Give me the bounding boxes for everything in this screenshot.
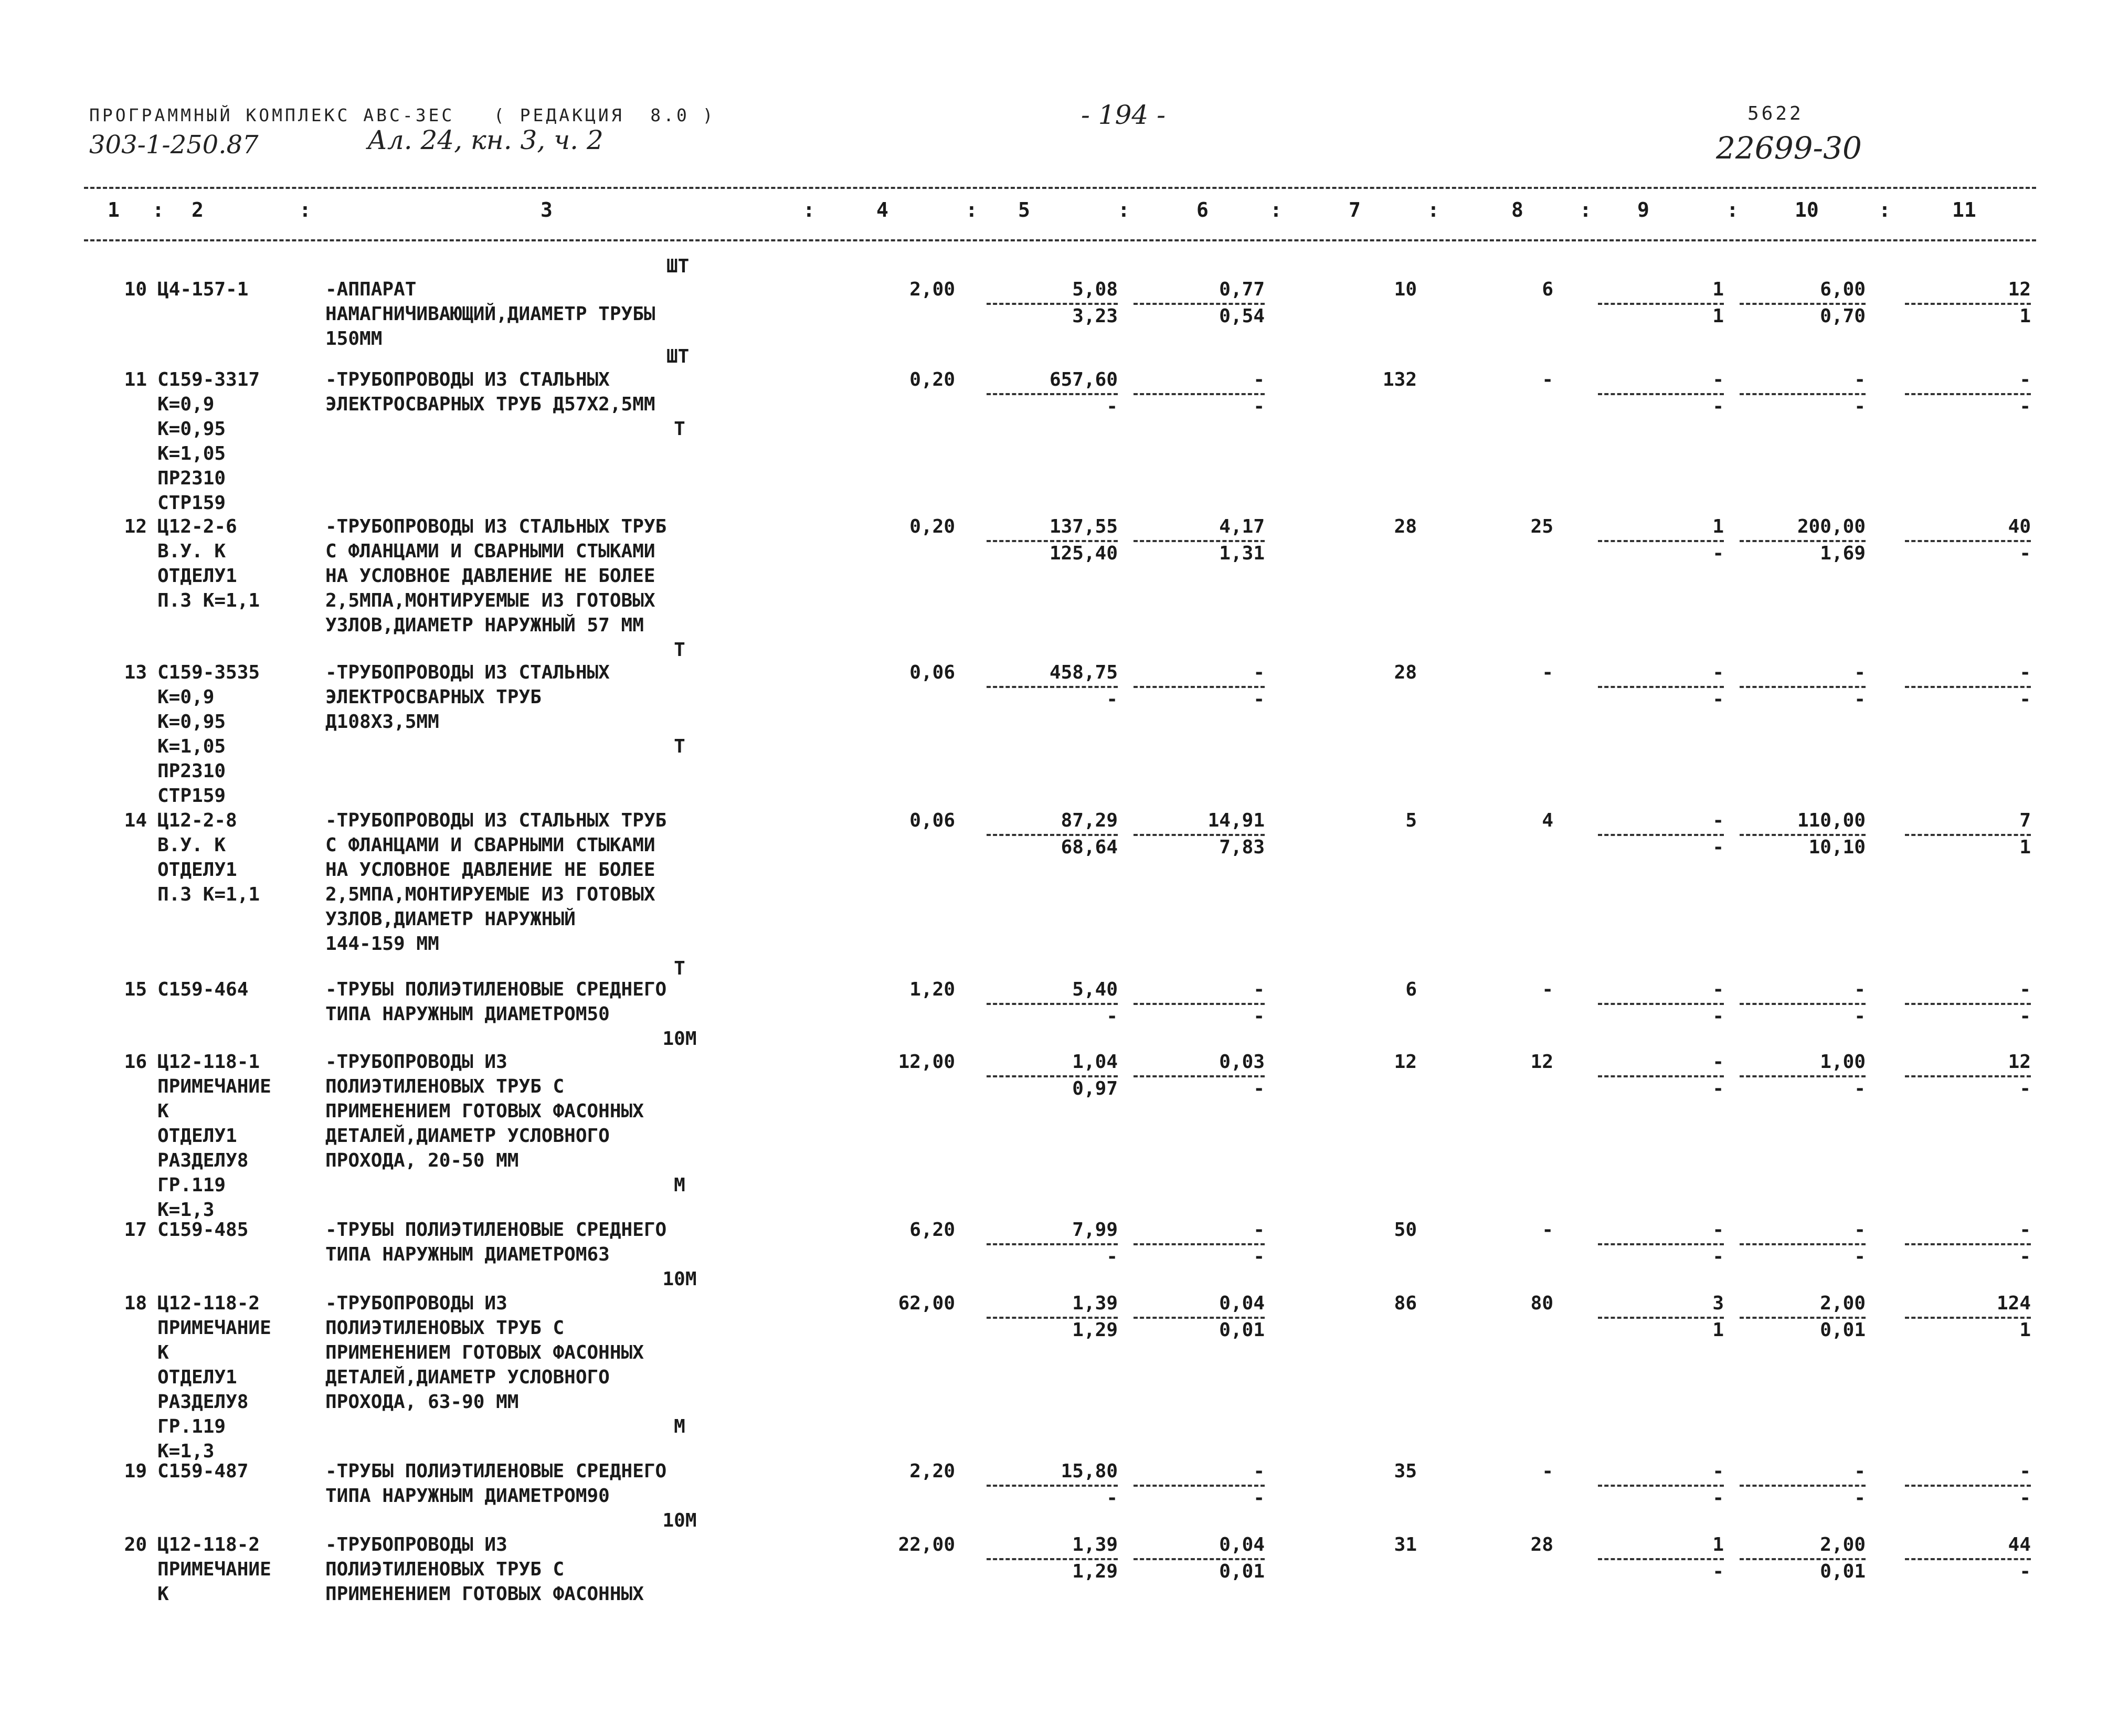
column-number-8: 8: [1511, 198, 1523, 221]
work-description-line: -ТРУБОПРОВОДЫ ИЗ СТАЛЬНЫХ ТРУБ: [325, 810, 667, 831]
column-separator: :: [1270, 198, 1282, 221]
header-top-rule: [84, 187, 2036, 189]
cell-c8: 25: [1530, 516, 1553, 537]
cell-c8: -: [1542, 1460, 1553, 1482]
rate-code-line: П.3 К=1,1: [157, 590, 260, 611]
cell-c7: 28: [1394, 662, 1417, 683]
cell-c5-upper: 1,39: [1072, 1534, 1118, 1555]
cell-c11-upper: -: [2019, 1460, 2031, 1482]
cell-c11-upper: -: [2019, 369, 2031, 390]
cell-c6-upper: -: [1253, 979, 1265, 1000]
work-description-line: УЗЛОВ,ДИАМЕТР НАРУЖНЫЙ 57 ММ: [325, 615, 644, 636]
rate-code-line: К=0,95: [157, 418, 226, 440]
rate-code-line: Ц12-2-8: [157, 810, 237, 831]
sheet-number: 5622: [1747, 103, 1804, 124]
work-description-line: ПРИМЕНЕНИЕМ ГОТОВЫХ ФАСОННЫХ: [325, 1583, 644, 1605]
work-description-line: -ТРУБОПРОВОДЫ ИЗ: [325, 1051, 507, 1073]
rate-code-line: СТР159: [157, 785, 226, 807]
row-number: 13: [124, 662, 147, 683]
cell-c7: 5: [1405, 810, 1417, 831]
column-number-7: 7: [1349, 198, 1361, 221]
rate-code-line: ГР.119: [157, 1174, 226, 1196]
rate-code-line: С159-487: [157, 1460, 249, 1482]
cell-c11-lower: 1: [2019, 1319, 2031, 1341]
rate-code-line: К: [157, 1583, 169, 1605]
cell-c11-lower: 1: [2019, 305, 2031, 327]
cell-c9-upper: -: [1712, 662, 1724, 683]
row-number: 16: [124, 1051, 147, 1073]
cell-c11-lower: -: [2019, 1561, 2031, 1582]
work-description-line: -ТРУБОПРОВОДЫ ИЗ СТАЛЬНЫХ: [325, 662, 610, 683]
cell-c5-upper: 1,04: [1072, 1051, 1118, 1073]
row-number: 12: [124, 516, 147, 537]
column-number-1: 1: [108, 198, 120, 221]
column-number-5: 5: [1018, 198, 1030, 221]
cell-c6-upper: 0,03: [1219, 1051, 1265, 1073]
cell-c11-lower: -: [2019, 543, 2031, 564]
row-number: 10: [124, 279, 147, 300]
rate-code-line: ГР.119: [157, 1416, 226, 1437]
rate-code-line: ПРИМЕЧАНИЕ: [157, 1317, 271, 1339]
rate-code-line: СТР159: [157, 492, 226, 514]
work-description-line: НАМАГНИЧИВАЮЩИЙ,ДИАМЕТР ТРУБЫ: [325, 303, 655, 325]
cell-c8: 6: [1542, 279, 1553, 300]
cell-c10-upper: 6,00: [1820, 279, 1866, 300]
cell-c9-lower: 1: [1712, 305, 1724, 327]
column-separator: :: [299, 198, 311, 221]
cell-c11-upper: 124: [1996, 1293, 2031, 1314]
rate-code-line: Ц12-118-1: [157, 1051, 260, 1073]
cell-c9-lower: -: [1712, 1246, 1724, 1267]
column-number-3: 3: [541, 198, 553, 221]
unit-label: ШТ: [666, 256, 690, 277]
cell-c8: -: [1542, 369, 1553, 390]
cell-c11-upper: 7: [2019, 810, 2031, 831]
rate-code-line: ПРИМЕЧАНИЕ: [157, 1076, 271, 1097]
cell-c7: 10: [1394, 279, 1417, 300]
work-description-line: НА УСЛОВНОЕ ДАВЛЕНИЕ НЕ БОЛЕЕ: [325, 859, 655, 881]
unit-label: Т: [674, 736, 685, 757]
cell-c5-lower: 0,97: [1072, 1078, 1118, 1099]
cell-c7: 6: [1405, 979, 1417, 1000]
rate-code-line: ОТДЕЛУ1: [157, 859, 237, 881]
unit-label: Т: [674, 958, 685, 979]
unit-label: Т: [674, 639, 685, 661]
cell-c7: 28: [1394, 516, 1417, 537]
cell-c11-upper: -: [2019, 1219, 2031, 1241]
cell-c10-lower: -: [1854, 1005, 1866, 1027]
cell-c6-lower: 1,31: [1219, 543, 1265, 564]
rate-code-line: ОТДЕЛУ1: [157, 565, 237, 587]
rate-code-line: К=0,9: [157, 394, 215, 415]
cell-c9-lower: -: [1712, 689, 1724, 710]
cell-c10-upper: -: [1854, 979, 1866, 1000]
column-number-10: 10: [1795, 198, 1819, 221]
rate-code-line: Ц12-118-2: [157, 1534, 260, 1555]
cell-c5-upper: 1,39: [1072, 1293, 1118, 1314]
quantity-value: 0,20: [909, 369, 955, 390]
cell-c9-upper: 3: [1712, 1293, 1724, 1314]
cell-c10-lower: 10,10: [1808, 837, 1866, 858]
work-description-line: ПРИМЕНЕНИЕМ ГОТОВЫХ ФАСОННЫХ: [325, 1342, 644, 1363]
work-description-line: 150ММ: [325, 328, 383, 350]
rate-code-line: К=1,05: [157, 736, 226, 757]
cell-c10-lower: -: [1854, 1487, 1866, 1509]
unit-label: М: [674, 1174, 685, 1196]
row-number: 19: [124, 1460, 147, 1482]
cell-c9-upper: -: [1712, 1219, 1724, 1241]
row-number: 14: [124, 810, 147, 831]
work-description-line: 2,5МПА,МОНТИРУЕМЫЕ ИЗ ГОТОВЫХ: [325, 590, 655, 611]
cell-c6-lower: 0,01: [1219, 1561, 1265, 1582]
cell-c9-lower: -: [1712, 837, 1724, 858]
row-number: 15: [124, 979, 147, 1000]
work-description-line: ЭЛЕКТРОСВАРНЫХ ТРУБ: [325, 686, 542, 708]
quantity-value: 0,06: [909, 810, 955, 831]
column-separator: :: [1118, 198, 1130, 221]
cell-c9-upper: -: [1712, 369, 1724, 390]
rate-code-line: К=0,9: [157, 686, 215, 708]
cell-c10-upper: -: [1854, 662, 1866, 683]
quantity-value: 0,06: [909, 662, 955, 683]
unit-label: М: [674, 1416, 685, 1437]
document-code: 303-1-250.87: [89, 130, 259, 160]
row-number: 11: [124, 369, 147, 390]
column-number-11: 11: [1952, 198, 1976, 221]
cell-c9-lower: 1: [1712, 1319, 1724, 1341]
work-description-line: С ФЛАНЦАМИ И СВАРНЫМИ СТЫКАМИ: [325, 541, 655, 562]
work-description-line: НА УСЛОВНОЕ ДАВЛЕНИЕ НЕ БОЛЕЕ: [325, 565, 655, 587]
rate-code-line: РАЗДЕЛУ8: [157, 1150, 249, 1171]
cell-c5-lower: -: [1106, 1487, 1118, 1509]
cell-c5-lower: 68,64: [1061, 837, 1118, 858]
cell-c11-upper: -: [2019, 662, 2031, 683]
rate-code-line: С159-3535: [157, 662, 260, 683]
unit-label: ШТ: [666, 346, 690, 367]
column-separator: :: [803, 198, 815, 221]
work-description-line: 2,5МПА,МОНТИРУЕМЫЕ ИЗ ГОТОВЫХ: [325, 884, 655, 905]
work-description-line: ТИПА НАРУЖНЫМ ДИАМЕТРОМ63: [325, 1244, 610, 1265]
work-description-line: УЗЛОВ,ДИАМЕТР НАРУЖНЫЙ: [325, 908, 576, 930]
rate-code-line: К: [157, 1342, 169, 1363]
rate-code-line: ПРИМЕЧАНИЕ: [157, 1559, 271, 1580]
rate-code-line: ПР2310: [157, 468, 226, 489]
column-separator: :: [152, 198, 164, 221]
cell-c11-lower: -: [2019, 1078, 2031, 1099]
cell-c6-upper: 14,91: [1207, 810, 1265, 831]
cell-c6-lower: 0,54: [1219, 305, 1265, 327]
work-description-line: -ТРУБОПРОВОДЫ ИЗ: [325, 1293, 507, 1314]
cell-c8: -: [1542, 662, 1553, 683]
quantity-value: 2,20: [909, 1460, 955, 1482]
cell-c5-lower: -: [1106, 396, 1118, 417]
cell-c11-upper: 12: [2008, 279, 2031, 300]
cell-c11-upper: -: [2019, 979, 2031, 1000]
cell-c7: 86: [1394, 1293, 1417, 1314]
cell-c6-lower: -: [1253, 1246, 1265, 1267]
cell-c11-upper: 44: [2008, 1534, 2031, 1555]
cell-c10-lower: -: [1854, 1078, 1866, 1099]
cell-c6-upper: 0,04: [1219, 1534, 1265, 1555]
row-number: 17: [124, 1219, 147, 1241]
quantity-value: 6,20: [909, 1219, 955, 1241]
rate-code-line: П.3 К=1,1: [157, 884, 260, 905]
cell-c6-upper: 0,04: [1219, 1293, 1265, 1314]
cell-c6-upper: -: [1253, 369, 1265, 390]
cell-c5-lower: 1,29: [1072, 1561, 1118, 1582]
cell-c6-upper: 4,17: [1219, 516, 1265, 537]
unit-label: 10М: [662, 1510, 697, 1531]
cell-c10-lower: -: [1854, 689, 1866, 710]
quantity-value: 1,20: [909, 979, 955, 1000]
rate-code-line: В.У. К: [157, 834, 226, 856]
cell-c6-upper: -: [1253, 1460, 1265, 1482]
cell-c5-upper: 137,55: [1049, 516, 1118, 537]
cell-c7: 50: [1394, 1219, 1417, 1241]
cell-c9-upper: -: [1712, 1051, 1724, 1073]
header-bottom-rule: [84, 239, 2036, 241]
rate-code-line: РАЗДЕЛУ8: [157, 1391, 249, 1413]
work-description-line: 144-159 ММ: [325, 933, 439, 955]
column-separator: :: [1427, 198, 1439, 221]
work-description-line: -ТРУБОПРОВОДЫ ИЗ СТАЛЬНЫХ: [325, 369, 610, 390]
cell-c5-upper: 15,80: [1061, 1460, 1118, 1482]
cell-c10-lower: 0,01: [1820, 1561, 1866, 1582]
cell-c8: 12: [1530, 1051, 1553, 1073]
cell-c9-lower: -: [1712, 543, 1724, 564]
cell-c8: -: [1542, 979, 1553, 1000]
cell-c11-lower: -: [2019, 689, 2031, 710]
cell-c9-lower: -: [1712, 1487, 1724, 1509]
unit-label: 10М: [662, 1028, 697, 1050]
rate-code-line: Ц12-2-6: [157, 516, 237, 537]
rate-code-line: ОТДЕЛУ1: [157, 1125, 237, 1147]
cell-c9-lower: -: [1712, 396, 1724, 417]
unit-label: Т: [674, 418, 685, 440]
cell-c5-upper: 657,60: [1049, 369, 1118, 390]
work-description-line: С ФЛАНЦАМИ И СВАРНЫМИ СТЫКАМИ: [325, 834, 655, 856]
cell-c5-upper: 5,40: [1072, 979, 1118, 1000]
work-description-line: ПРОХОДА, 63-90 ММ: [325, 1391, 519, 1413]
rate-code-line: Ц4-157-1: [157, 279, 249, 300]
rate-code-line: ОТДЕЛУ1: [157, 1367, 237, 1388]
quantity-value: 0,20: [909, 516, 955, 537]
rate-code-line: ПР2310: [157, 760, 226, 782]
cell-c11-lower: -: [2019, 1005, 2031, 1027]
cell-c9-lower: -: [1712, 1561, 1724, 1582]
rate-code-line: С159-485: [157, 1219, 249, 1241]
cell-c5-upper: 5,08: [1072, 279, 1118, 300]
cell-c6-lower: -: [1253, 1487, 1265, 1509]
column-separator: :: [1879, 198, 1891, 221]
cell-c8: 28: [1530, 1534, 1553, 1555]
work-description-line: -ТРУБОПРОВОДЫ ИЗ: [325, 1534, 507, 1555]
rate-code-line: В.У. К: [157, 541, 226, 562]
cell-c10-upper: 2,00: [1820, 1534, 1866, 1555]
cell-c9-upper: 1: [1712, 1534, 1724, 1555]
cell-c10-upper: 200,00: [1797, 516, 1866, 537]
cell-c10-lower: -: [1854, 396, 1866, 417]
cell-c5-lower: -: [1106, 1005, 1118, 1027]
cell-c5-lower: 125,40: [1049, 543, 1118, 564]
album-reference: Ал. 24, кн. 3, ч. 2: [367, 125, 603, 155]
cell-c6-upper: -: [1253, 1219, 1265, 1241]
rate-code-line: С159-464: [157, 979, 249, 1000]
column-separator: :: [1726, 198, 1739, 221]
work-description-line: ДЕТАЛЕЙ,ДИАМЕТР УСЛОВНОГО: [325, 1367, 610, 1388]
inventory-number: 22699-30: [1716, 130, 1862, 166]
rate-code-line: Ц12-118-2: [157, 1293, 260, 1314]
cell-c9-upper: 1: [1712, 279, 1724, 300]
cell-c10-upper: 110,00: [1797, 810, 1866, 831]
unit-label: 10М: [662, 1268, 697, 1290]
row-number: 18: [124, 1293, 147, 1314]
cell-c10-lower: -: [1854, 1246, 1866, 1267]
work-description-line: ПРОХОДА, 20-50 ММ: [325, 1150, 519, 1171]
rate-code-line: К=1,05: [157, 443, 226, 464]
cell-c10-upper: -: [1854, 1460, 1866, 1482]
column-number-2: 2: [192, 198, 204, 221]
column-number-6: 6: [1196, 198, 1209, 221]
cell-c11-lower: -: [2019, 396, 2031, 417]
rate-code-line: С159-3317: [157, 369, 260, 390]
work-description-line: ПОЛИЭТИЛЕНОВЫХ ТРУБ С: [325, 1317, 565, 1339]
cell-c9-upper: -: [1712, 1460, 1724, 1482]
cell-c9-lower: -: [1712, 1078, 1724, 1099]
cell-c10-lower: 0,70: [1820, 305, 1866, 327]
work-description-line: -ТРУБОПРОВОДЫ ИЗ СТАЛЬНЫХ ТРУБ: [325, 516, 667, 537]
cell-c6-lower: -: [1253, 1078, 1265, 1099]
cell-c10-lower: 0,01: [1820, 1319, 1866, 1341]
cell-c7: 35: [1394, 1460, 1417, 1482]
cell-c8: 80: [1530, 1293, 1553, 1314]
column-separator: :: [1580, 198, 1592, 221]
cell-c10-upper: -: [1854, 1219, 1866, 1241]
column-number-4: 4: [876, 198, 888, 221]
rate-code-line: К: [157, 1100, 169, 1122]
cell-c6-lower: 7,83: [1219, 837, 1265, 858]
rate-code-line: К=1,3: [157, 1441, 215, 1462]
cell-c5-lower: -: [1106, 1246, 1118, 1267]
cell-c11-lower: -: [2019, 1246, 2031, 1267]
cell-c8: -: [1542, 1219, 1553, 1241]
work-description-line: ДЕТАЛЕЙ,ДИАМЕТР УСЛОВНОГО: [325, 1125, 610, 1147]
program-title: ПРОГРАММНЫЙ КОМПЛЕКС АВС-3ЕС ( РЕДАКЦИЯ 8.0 ): [89, 105, 716, 125]
cell-c11-upper: 12: [2008, 1051, 2031, 1073]
cell-c5-lower: 1,29: [1072, 1319, 1118, 1341]
work-description-line: ПРИМЕНЕНИЕМ ГОТОВЫХ ФАСОННЫХ: [325, 1100, 644, 1122]
work-description-line: ПОЛИЭТИЛЕНОВЫХ ТРУБ С: [325, 1559, 565, 1580]
cell-c5-upper: 458,75: [1049, 662, 1118, 683]
cell-c11-lower: -: [2019, 1487, 2031, 1509]
work-description-line: ТИПА НАРУЖНЫМ ДИАМЕТРОМ50: [325, 1003, 610, 1025]
cell-c6-lower: -: [1253, 396, 1265, 417]
page-number: - 194 -: [1081, 100, 1166, 130]
cell-c5-lower: -: [1106, 689, 1118, 710]
cell-c9-upper: 1: [1712, 516, 1724, 537]
row-number: 20: [124, 1534, 147, 1555]
quantity-value: 2,00: [909, 279, 955, 300]
work-description-line: -ТРУБЫ ПОЛИЭТИЛЕНОВЫЕ СРЕДНЕГО: [325, 1460, 667, 1482]
work-description-line: -ТРУБЫ ПОЛИЭТИЛЕНОВЫЕ СРЕДНЕГО: [325, 979, 667, 1000]
cell-c5-upper: 7,99: [1072, 1219, 1118, 1241]
column-separator: :: [966, 198, 978, 221]
cell-c8: 4: [1542, 810, 1553, 831]
work-description-line: -ТРУБЫ ПОЛИЭТИЛЕНОВЫЕ СРЕДНЕГО: [325, 1219, 667, 1241]
quantity-value: 22,00: [898, 1534, 955, 1555]
column-number-9: 9: [1637, 198, 1649, 221]
cell-c9-upper: -: [1712, 810, 1724, 831]
cell-c6-upper: -: [1253, 662, 1265, 683]
cell-c11-upper: 40: [2008, 516, 2031, 537]
work-description-line: ЭЛЕКТРОСВАРНЫХ ТРУБ Д57Х2,5ММ: [325, 394, 655, 415]
cell-c5-lower: 3,23: [1072, 305, 1118, 327]
cell-c9-lower: -: [1712, 1005, 1724, 1027]
cell-c9-upper: -: [1712, 979, 1724, 1000]
cell-c11-lower: 1: [2019, 837, 2031, 858]
cell-c6-lower: 0,01: [1219, 1319, 1265, 1341]
cell-c5-upper: 87,29: [1061, 810, 1118, 831]
rate-code-line: К=1,3: [157, 1199, 215, 1221]
work-description-line: ТИПА НАРУЖНЫМ ДИАМЕТРОМ90: [325, 1485, 610, 1507]
cell-c6-lower: -: [1253, 1005, 1265, 1027]
cell-c10-upper: 1,00: [1820, 1051, 1866, 1073]
quantity-value: 12,00: [898, 1051, 955, 1073]
cell-c10-lower: 1,69: [1820, 543, 1866, 564]
quantity-value: 62,00: [898, 1293, 955, 1314]
cell-c7: 132: [1382, 369, 1417, 390]
work-description-line: -АППАРАТ: [325, 279, 417, 300]
cell-c10-upper: -: [1854, 369, 1866, 390]
work-description-line: ПОЛИЭТИЛЕНОВЫХ ТРУБ С: [325, 1076, 565, 1097]
cell-c6-upper: 0,77: [1219, 279, 1265, 300]
cell-c7: 31: [1394, 1534, 1417, 1555]
work-description-line: Д108Х3,5ММ: [325, 711, 439, 733]
cell-c6-lower: -: [1253, 689, 1265, 710]
cell-c10-upper: 2,00: [1820, 1293, 1866, 1314]
cell-c7: 12: [1394, 1051, 1417, 1073]
rate-code-line: К=0,95: [157, 711, 226, 733]
